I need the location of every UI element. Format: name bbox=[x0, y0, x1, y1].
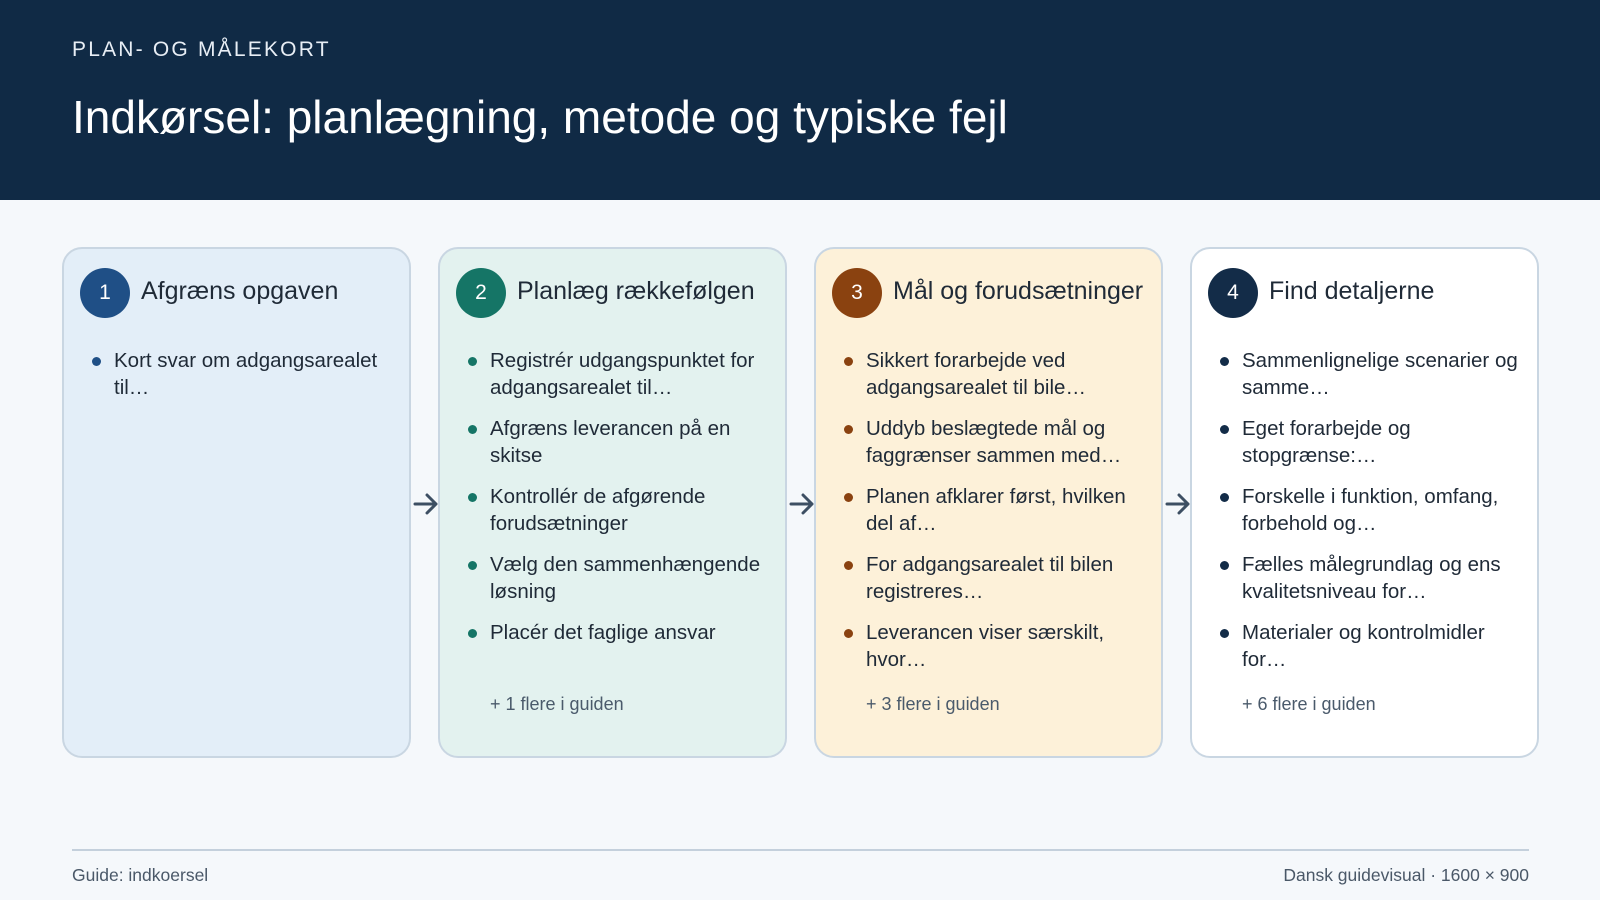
list-item bbox=[842, 415, 1152, 469]
step-bullet-list bbox=[90, 347, 400, 415]
list-item bbox=[842, 347, 1152, 401]
footer-divider bbox=[72, 849, 1529, 851]
list-item-text: Kort svar om adgangsarealet til… bbox=[114, 349, 378, 399]
arrow-right-icon bbox=[412, 490, 440, 518]
arrow-right-icon bbox=[788, 490, 816, 518]
bullet-dot-icon bbox=[844, 493, 853, 502]
list-item bbox=[1218, 551, 1528, 605]
list-item bbox=[466, 347, 776, 401]
more-in-guide-note: + 3 flere i guiden bbox=[866, 694, 1000, 714]
list-item bbox=[842, 551, 1152, 605]
step-card-2 bbox=[438, 247, 787, 758]
bullet-dot-icon bbox=[1220, 493, 1229, 502]
bullet-dot-icon bbox=[1220, 629, 1229, 638]
list-item-text: Placér det faglige ansvar bbox=[490, 621, 716, 644]
list-item-text: Registrér udgangspunktet for adgangsarealet til… bbox=[490, 349, 755, 399]
bullet-dot-icon bbox=[468, 493, 477, 502]
more-in-guide-note: + 6 flere i guiden bbox=[1242, 694, 1376, 714]
step-bullet-list bbox=[466, 347, 776, 660]
list-item bbox=[1218, 619, 1528, 673]
footer-source: Guide: indkoersel bbox=[72, 865, 209, 885]
list-item bbox=[842, 619, 1152, 673]
bullet-dot-icon bbox=[468, 629, 477, 638]
list-item bbox=[466, 415, 776, 469]
bullet-dot-icon bbox=[844, 357, 853, 366]
step-number-badge: 2 bbox=[456, 268, 506, 318]
list-item-text: Fælles målegrundlag og ens kvalitetsniveau for… bbox=[1242, 553, 1501, 603]
step-card-4 bbox=[1190, 247, 1539, 758]
list-item bbox=[90, 347, 400, 401]
arrow-right-icon bbox=[1164, 490, 1192, 518]
step-bullet-list bbox=[842, 347, 1152, 687]
bullet-dot-icon bbox=[844, 629, 853, 638]
bullet-dot-icon bbox=[844, 561, 853, 570]
list-item bbox=[466, 619, 776, 646]
list-item-text: Afgræns leverancen på en skitse bbox=[490, 417, 731, 467]
step-title: Find detaljerne bbox=[1269, 277, 1435, 305]
step-bullet-list bbox=[1218, 347, 1528, 687]
list-item-text: Sammenlignelige scenarier og samme… bbox=[1242, 349, 1518, 399]
list-item-text: Vælg den sammenhængende løsning bbox=[490, 553, 761, 603]
list-item-text: Sikkert forarbejde ved adgangsarealet til bile… bbox=[866, 349, 1086, 399]
list-item-text: Eget forarbejde og stopgrænse:… bbox=[1242, 417, 1411, 467]
list-item-text: For adgangsarealet til bilen registreres… bbox=[866, 553, 1114, 603]
bullet-dot-icon bbox=[1220, 425, 1229, 434]
list-item bbox=[1218, 347, 1528, 401]
list-item-text: Kontrollér de afgørende forudsætninger bbox=[490, 485, 706, 535]
header-band bbox=[0, 0, 1600, 200]
list-item bbox=[466, 483, 776, 537]
list-item-text: Uddyb beslægtede mål og faggrænser sammen med… bbox=[866, 417, 1122, 467]
list-item-text: Materialer og kontrolmidler for… bbox=[1242, 621, 1485, 671]
step-card-1 bbox=[62, 247, 411, 758]
step-card-3 bbox=[814, 247, 1163, 758]
list-item-text: Forskelle i funktion, omfang, forbehold og… bbox=[1242, 485, 1499, 535]
bullet-dot-icon bbox=[92, 357, 101, 366]
footer-credit: Dansk guidevisual · 1600 × 900 bbox=[1283, 865, 1529, 885]
bullet-dot-icon bbox=[468, 561, 477, 570]
step-number-badge: 1 bbox=[80, 268, 130, 318]
step-title: Mål og forudsætninger bbox=[893, 277, 1144, 305]
more-in-guide-note: + 1 flere i guiden bbox=[490, 694, 624, 714]
list-item bbox=[1218, 415, 1528, 469]
list-item-text: Leverancen viser særskilt, hvor… bbox=[866, 621, 1105, 671]
bullet-dot-icon bbox=[468, 357, 477, 366]
step-title: Afgræns opgaven bbox=[141, 277, 339, 305]
eyebrow-label: PLAN- OG MÅLEKORT bbox=[72, 38, 331, 61]
bullet-dot-icon bbox=[468, 425, 477, 434]
list-item bbox=[466, 551, 776, 605]
step-number-badge: 3 bbox=[832, 268, 882, 318]
page-title: Indkørsel: planlægning, metode og typiske fejl bbox=[72, 91, 1008, 143]
list-item bbox=[1218, 483, 1528, 537]
bullet-dot-icon bbox=[1220, 561, 1229, 570]
list-item bbox=[842, 483, 1152, 537]
bullet-dot-icon bbox=[844, 425, 853, 434]
list-item-text: Planen afklarer først, hvilken del af… bbox=[866, 485, 1126, 535]
step-number-badge: 4 bbox=[1208, 268, 1258, 318]
step-title: Planlæg rækkefølgen bbox=[517, 277, 755, 305]
bullet-dot-icon bbox=[1220, 357, 1229, 366]
